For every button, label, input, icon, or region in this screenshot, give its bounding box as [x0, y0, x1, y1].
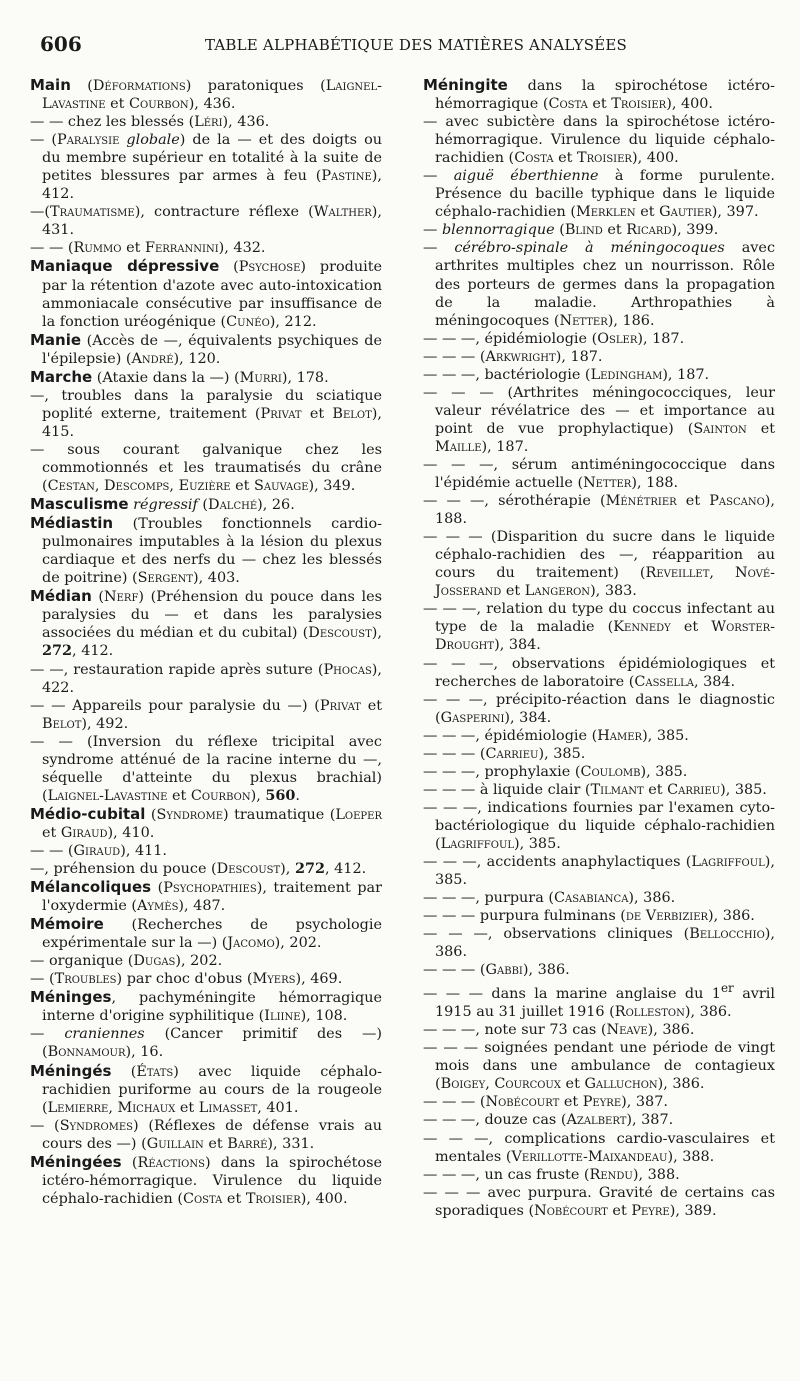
index-entry: — — —, douze cas (Azalbert), 387. [423, 1112, 674, 1129]
index-entry: — — — (Disparition du sucre dans le liquide céphalo-rachidien des —, réapparition au cours du traitement) (Reveillet, Nové-Josserand et Langeron), 383. [423, 529, 775, 600]
page-header [0, 28, 800, 62]
index-entry: — organique (Dugas), 202. [30, 953, 223, 970]
index-entry: Maniaque dépressive (Psychose) produite par la rétention d'azote avec auto-intoxication ammoniacale consécutive par insuffisance de la fonction uréogénique (Cunéo), 212. [30, 257, 382, 330]
index-entry: — — chez les blessés (Léri), 436. [30, 114, 270, 131]
index-entry: Marche (Ataxie dans la —) (Murri), 178. [30, 367, 329, 386]
index-entry: Manie (Accès de —, équivalents psychiques de l'épilepsie) (André), 120. [30, 330, 382, 367]
left-column [30, 76, 382, 1208]
index-entry: — (Troubles) par choc d'obus (Myers), 469. [30, 971, 343, 988]
index-entry: —, préhension du pouce (Descoust), 272, 412. [30, 860, 367, 878]
index-entry: — — —, relation du type du coccus infectant au type de la maladie (Kennedy et Worster-Drought), 384. [423, 601, 776, 654]
index-entry: Main (Déformations) paratoniques (Laignel-Lavastine et Courbon), 436. [30, 76, 382, 113]
index-entry: — — (Giraud), 411. [30, 842, 168, 859]
index-entry: — cérébro-spinale à méningocoques avec arthrites multiples chez un nourrisson. Rôle des porteurs de germes dans la propagation de la maladie. Arthropathies à méningocoques (Netter), 186. [423, 240, 776, 329]
index-entry: Mémoire (Recherches de psychologie expérimentale sur la —) (Jacomo), 202. [30, 915, 382, 952]
index-entry: — — —, sérothérapie (Ménétrier et Pascano), 188. [423, 493, 775, 528]
index-entry: — — —, observations cliniques (Bellocchio), 386. [423, 926, 775, 961]
index-entry: — (Syndromes) (Réflexes de défense vrais au cours des —) (Guillain et Barré), 331. [30, 1117, 382, 1152]
index-entry: — — — avec purpura. Gravité de certains cas sporadiques (Nobécourt et Peyre), 389. [423, 1184, 775, 1219]
index-entry: —, troubles dans la paralysie du sciatique poplité externe, traitement (Privat et Belot), 415. [30, 387, 382, 440]
index-entry: — blennorragique (Blind et Ricard), 399. [423, 222, 719, 239]
index-entry: — — — dans la marine anglaise du 1er avril 1915 au 31 juillet 1916 (Rolleston), 386. [423, 981, 775, 1021]
index-entry: — — (Inversion du réflexe tricipital avec syndrome atténué de la racine interne du —, séquelle d'atteinte du plexus brachial) (Laignel-Lavastine et Courbon), 560. [30, 733, 382, 804]
index-entry: Médiastin (Troubles fonctionnels cardio-pulmonaires imputables à la lésion du plexus cardiaque et des nerfs du — chez les blessés de poitrine) (Sergent), 403. [30, 514, 382, 587]
index-entry: — — Appareils pour paralysie du —) (Privat et Belot), 492. [30, 697, 383, 732]
index-entry: — — — purpura fulminans (de Verbizier), 386. [423, 908, 755, 925]
index-entry: —(Traumatisme), contracture réflexe (Walther), 431. [30, 204, 382, 239]
running-title: TABLE ALPHABÉTIQUE DES MATIÈRES ANALYSÉES [205, 36, 627, 54]
index-entry: — — — (Arthrites méningococciques, leur valeur révélatrice des — et importance au point de vue prophylactique) (Sainton et Maille), 187. [423, 384, 775, 455]
index-entry: Méninges, pachyméningite hémorragique interne d'origine syphilitique (Iliine), 108. [30, 988, 382, 1025]
index-entry: — —, restauration rapide après suture (Phocas), 422. [30, 661, 382, 696]
page-number: 606 [40, 32, 82, 56]
index-entry: Médian (Nerf) (Préhension du pouce dans les paralysies du — et dans les paralysies associées du médian et du cubital) (Descoust), 272, 412. [30, 587, 382, 660]
index-entry: Méningées (Réactions) dans la spirochétose ictéro-hémorragique. Virulence du liquide céphalo-rachidien (Costa et Troisier), 400. [30, 1152, 382, 1207]
index-entry: — aiguë éberthienne à forme purulente. Présence du bacille typhique dans le liquide céphalo-rachidien (Merklen et Gautier), 397. [423, 168, 775, 221]
index-entry: — — — à liquide clair (Tilmant et Carrieu), 385. [423, 781, 767, 798]
index-entry: Masculisme régressif (Dalché), 26. [30, 495, 295, 514]
index-entry: — — —, bactériologie (Ledingham), 187. [423, 366, 710, 383]
index-entry: — — — (Arkwright), 187. [423, 348, 603, 365]
index-entry: — — —, purpura (Casabianca), 386. [423, 890, 676, 907]
index-entry: Méningés (États) avec liquide céphalo-rachidien puriforme au cours de la rougeole (Lemierre, Michaux et Limasset, 401. [30, 1061, 382, 1116]
index-entry: — — —, sérum antiméningococcique dans l'épidémie actuelle (Netter), 188. [423, 456, 775, 492]
index-entry: — — —, prophylaxie (Coulomb), 385. [423, 763, 688, 780]
index-entry: — — —, indications fournies par l'examen cyto-bactériologique du liquide céphalo-rachidien (Lagriffoul), 385. [423, 799, 775, 852]
index-entry: — sous courant galvanique chez les commotionnés et les traumatisés du crâne (Cestan, Descomps, Euzière et Sauvage), 349. [30, 441, 382, 495]
index-entry: — — —, épidémiologie (Hamer), 385. [423, 727, 689, 744]
index-entry: — — —, un cas fruste (Rendu), 388. [423, 1166, 680, 1183]
index-entry: — — —, observations épidémiologiques et recherches de laboratoire (Cassella, 384. [423, 655, 775, 690]
index-entry: Méningite dans la spirochétose ictéro-hémorragique (Costa et Troisier), 400. [423, 76, 775, 113]
index-entry: — craniennes (Cancer primitif des —) (Bonnamour), 16. [30, 1026, 383, 1061]
index-entry: — — —, complications cardio-vasculaires et mentales (Verillotte-Maixandeau), 388. [423, 1130, 775, 1165]
index-entry: — — —, accidents anaphylactiques (Lagriffoul), 385. [423, 854, 775, 889]
index-entry: — — — (Gabbi), 386. [423, 962, 570, 979]
index-entry: — (Paralysie globale) de la — et des doigts ou du membre supérieur en totalité à la suite de petites blessures par armes à feu (Pastine), 412. [30, 132, 382, 203]
index-entry: Médio-cubital (Syndrome) traumatique (Loeper et Giraud), 410. [30, 804, 382, 841]
right-column [423, 76, 775, 1220]
index-entry: — — —, épidémiologie (Osler), 187. [423, 330, 685, 347]
index-entry: — — — (Nobécourt et Peyre), 387. [423, 1094, 668, 1111]
index-entry: — — —, note sur 73 cas (Neave), 386. [423, 1022, 695, 1039]
index-entry: — — —, précipito-réaction dans le diagnostic (Gasperini), 384. [423, 691, 775, 726]
index-entry: — — — (Carrieu), 385. [423, 745, 586, 762]
index-entry: — — (Rummo et Ferrannini), 432. [30, 240, 266, 257]
index-entry: Mélancoliques (Psychopathies), traitement par l'oxydermie (Aymès), 487. [30, 878, 382, 915]
index-entry: — — — soignées pendant une période de vingt mois dans une ambulance de contagieux (Boigey, Courcoux et Galluchon), 386. [423, 1040, 775, 1093]
index-entry: — avec subictère dans la spirochétose ictéro-hémorragique. Virulence du liquide céphalo-rachidien (Costa et Troisier), 400. [423, 114, 775, 167]
